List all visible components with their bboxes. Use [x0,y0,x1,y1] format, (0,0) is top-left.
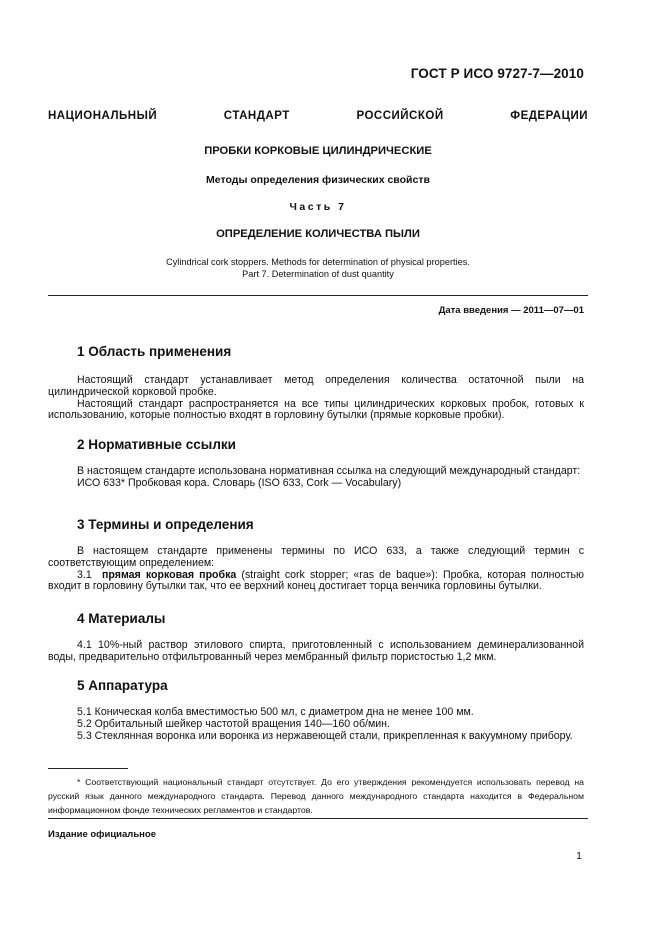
official-edition-label: Издание официальное [48,829,156,840]
term-number: 3.1 [77,568,92,581]
section-5-item-2: 5.2 Орбитальный шейкер частотой вращения 140—160 об/мин. [77,717,390,730]
section-3-paragraph-1: В настоящем стандарте применены термины по ИСО 633, а также следующий термин с соответствующим определением: [48,545,584,569]
footnote-divider [48,768,128,769]
national-standard-heading: НАЦИОНАЛЬНЫЙ СТАНДАРТ РОССИЙСКОЙ ФЕДЕРАЦИИ [48,110,588,122]
term-description: (straight cork stopper; «ras de baque»): Пробка, которая полностью входит в горловину бутылки так, что ее верхний конец достигает торца венчика горловины бутылки. [48,568,584,593]
section-1-title: 1 Область применения [77,344,232,359]
section-4-body [48,640,584,664]
document-title: ПРОБКИ КОРКОВЫЕ ЦИЛИНДРИЧЕСКИЕ [204,145,432,157]
section-4-title: 4 Материалы [77,611,166,626]
section-1-body [48,375,584,422]
section-2-title: 2 Нормативные ссылки [77,437,236,452]
part-number: Часть 7 [289,201,347,213]
term-name: прямая корковая пробка [102,568,237,581]
english-title [48,256,588,280]
section-2-reference: ИСО 633* Пробковая кора. Словарь (ISO 633, Cork — Vocabulary) [77,476,402,489]
footnote: * Соответствующий национальный стандарт отсутствует. До его утверждения рекомендуется использовать перевод на русский язык данного международного стандарта. Перевод данного международного стандарта находится в Федеральном информационном фонде технических регламентов и стандартов. [48,777,584,815]
section-2-body [48,466,584,490]
document-code: ГОСТ Р ИСО 9727-7—2010 [410,66,584,81]
section-2-paragraph-1: В настоящем стандарте использована нормативная ссылка на следующий международный стандарт: [77,465,581,477]
page-number: 1 [576,850,582,862]
introduction-date: Дата введения — 2011—07—01 [438,305,584,316]
section-4-paragraph-1: 4.1 10%-ный раствор этилового спирта, приготовленный с использованием деминерализованной воды, предварительно отфильтрованный через мембранный фильтр пористостью 1,2 мкм. [48,639,584,663]
title-divider [48,295,588,296]
part-title: ОПРЕДЕЛЕНИЕ КОЛИЧЕСТВА ПЫЛИ [216,228,420,240]
section-1-paragraph-2: Настоящий стандарт распространяется на все типы цилиндрических корковых пробок, готовых к использованию, которые полностью входят в горловину бутылки (прямые корковые пробки). [48,397,584,422]
section-3-title: 3 Термины и определения [77,517,254,532]
section-3-term-definition [48,570,584,594]
english-title-line-2: Part 7. Determination of dust quantity [242,269,394,279]
section-3-body [48,546,584,593]
section-1-paragraph-1: Настоящий стандарт устанавливает метод определения количества остаточной пыли на цилиндрической корковой пробке. [48,374,584,398]
section-5-title: 5 Аппаратура [77,678,168,693]
document-subtitle: Методы определения физических свойств [206,174,430,186]
section-5-item-1: 5.1 Коническая колба вместимостью 500 мл, с диаметром дна не менее 100 мм. [77,706,474,718]
section-5-item-3: 5.3 Стеклянная воронка или воронка из нержавеющей стали, прикрепленная к вакуумному прибору. [77,729,573,742]
english-title-line-1: Cylindrical cork stoppers. Methods for determination of physical properties. [166,257,470,267]
footer-divider [48,818,588,819]
section-5-body [48,707,584,742]
